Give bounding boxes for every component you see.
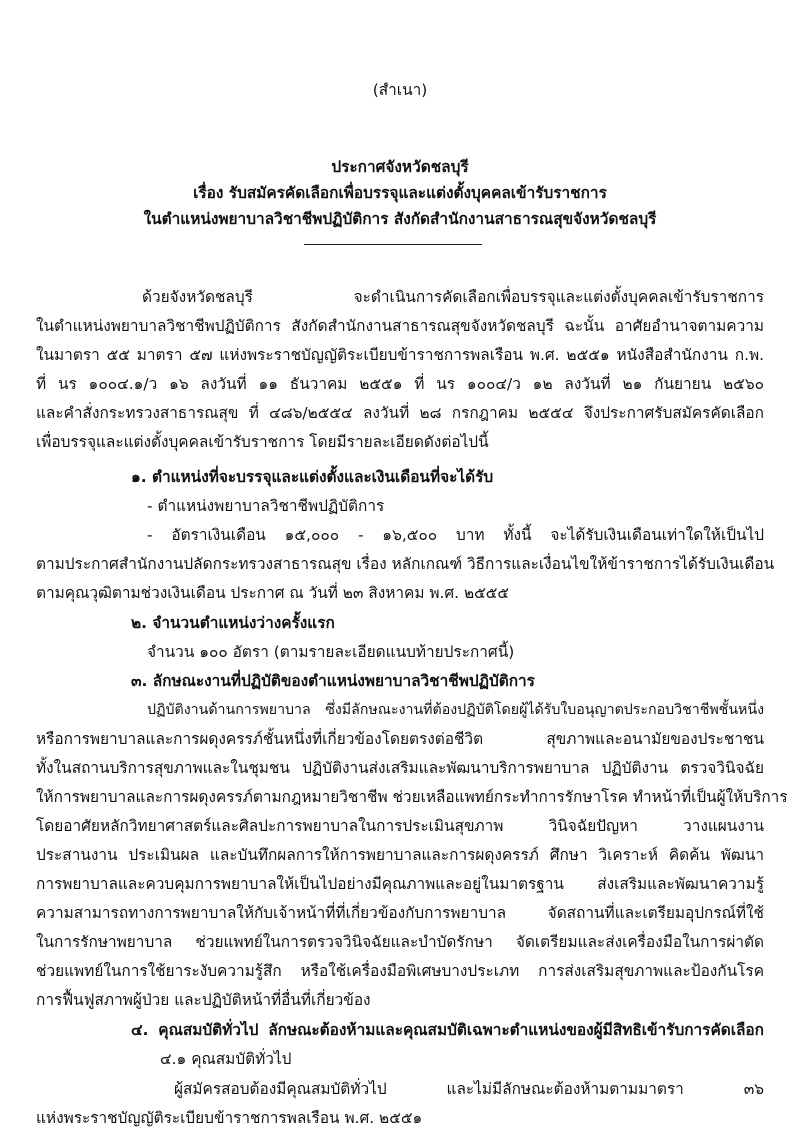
section-3-body-line: การฟื้นฟูสภาพผู้ป่วย และปฏิบัติหน้าที่อื่นที่เกี่ยวข้อง [36,991,371,1009]
announcement-title: ประกาศจังหวัดชลบุรี [331,158,469,176]
section-3-heading: ๓. ลักษณะงานที่ปฏิบัติของตำแหน่งพยาบาลวิชาชีพปฏิบัติการ [131,672,535,690]
intro-line: เพื่อบรรจุและแต่งตั้งบุคคลเข้ารับราชการ โดยมีรายละเอียดดังต่อไปนี้ [36,433,489,451]
announcement-position-line: ในตำแหน่งพยาบาลวิชาชีพปฏิบัติการ สังกัดสำนักงานสาธารณสุขจังหวัดชลบุรี [143,210,657,228]
section-3-body-line: ทั้งในสถานบริการสุขภาพและในชุมชน ปฏิบัติงานส่งเสริมและพัฒนาบริการพยาบาล ปฏิบัติงาน ตรวจวินิจฉัย [36,759,764,777]
section-1-item: ตามคุณวุฒิตามช่วงเงินเดือน ประกาศ ณ วันที่ ๒๓ สิงหาคม พ.ศ. ๒๕๕๕ [36,584,510,602]
section-3-body-line: ในการรักษาพยาบาล ช่วยแพทย์ในการตรวจวินิจฉัยและบำบัดรักษา จัดเตรียมและส่งเครื่องมือในการผ่าตัด [36,933,764,951]
section-3-body-line: ประสานงาน ประเมินผล และบันทึกผลการให้การพยาบาลและการผดุงครรภ์ ศึกษา วิเคราะห์ คิดค้น พัฒนา [36,846,764,864]
section-4-1-body-line: ผู้สมัครสอบต้องมีคุณสมบัติทั่วไป และไม่มีลักษณะต้องห้ามตามมาตรา ๓๖ [174,1080,764,1098]
section-3-body-line: ช่วยแพทย์ในการใช้ยาระงับความรู้สึก หรือใช้เครื่องมือพิเศษบางประเภท การส่งเสริมสุขภาพและป้องกันโรค [36,962,764,980]
intro-line: ในมาตรา ๕๕ มาตรา ๕๗ แห่งพระราชบัญญัติระเบียบข้าราชการพลเรือน พ.ศ. ๒๕๕๑ หนังสือสำนักงาน ก.พ. [36,346,764,364]
copy-mark: (สำเนา) [372,81,428,99]
section-4-heading: ๔. คุณสมบัติทั่วไป ลักษณะต้องห้ามและคุณสมบัติเฉพาะตำแหน่งของผู้มีสิทธิเข้ารับการคัดเลือก [131,1021,764,1039]
intro-line: ด้วยจังหวัดชลบุรี จะดำเนินการคัดเลือกเพื่อบรรจุและแต่งตั้งบุคคลเข้ารับราชการ [142,288,764,306]
section-3-body-line: ให้การพยาบาลและการผดุงครรภ์ตามกฎหมายวิชาชีพ ช่วยเหลือแพทย์กระทำการรักษาโรค ทำหน้าที่เป็นผู้ให้บริการ [36,788,788,806]
section-1-item: - ตำแหน่งพยาบาลวิชาชีพปฏิบัติการ [147,497,385,515]
section-3-body-line: ปฏิบัติงานด้านการพยาบาล ซึ่งมีลักษณะงานที่ต้องปฏิบัติโดยผู้ได้รับใบอนุญาตประกอบวิชาชีพชั้นหนึ่ง [147,702,764,718]
section-3-body-line: ความสามารถทางการพยาบาลให้กับเจ้าหน้าที่ที่เกี่ยวข้องกับการพยาบาล จัดสถานที่และเตรียมอุปกรณ์ที่ใช้ [36,904,764,922]
section-3-body-line: การพยาบาลและควบคุมการพยาบาลให้เป็นไปอย่างมีคุณภาพและอยู่ในมาตรฐาน ส่งเสริมและพัฒนาความรู้ [36,875,764,893]
intro-line: ที่ นร ๑๐๐๔.๑/ว ๑๖ ลงวันที่ ๑๑ ธันวาคม ๒๕๕๑ ที่ นร ๑๐๐๔/ว ๑๒ ลงวันที่ ๒๑ กันยายน ๒๕๖๐ [36,375,764,393]
section-2-body: จำนวน ๑๐๐ อัตรา (ตามรายละเอียดแนบท้ายประกาศนี้) [147,643,515,661]
section-3-body-line: หรือการพยาบาลและการผดุงครรภ์ชั้นหนึ่งที่เกี่ยวข้องโดยตรงต่อชีวิต สุขภาพและอนามัยของประชาชน [36,730,764,748]
section-2-heading: ๒. จำนวนตำแหน่งว่างครั้งแรก [131,614,335,632]
intro-line: และคำสั่งกระทรวงสาธารณสุข ที่ ๔๘๖/๒๕๕๔ ลงวันที่ ๒๘ กรกฎาคม ๒๕๕๔ จึงประกาศรับสมัครคัดเลือก [36,404,764,422]
announcement-subject: เรื่อง รับสมัครคัดเลือกเพื่อบรรจุและแต่งตั้งบุคคลเข้ารับราชการ [193,184,607,202]
section-3-body-line: โดยอาศัยหลักวิทยาศาสตร์และศิลปะการพยาบาลในการประเมินสุขภาพ วินิจฉัยปัญหา วางแผนงาน [36,817,764,835]
section-4-1-heading: ๔.๑ คุณสมบัติทั่วไป [160,1050,292,1068]
header-divider [304,244,482,245]
section-1-item: ตามประกาศสำนักงานปลัดกระทรวงสาธารณสุข เรื่อง หลักเกณฑ์ วิธีการและเงื่อนไขให้ข้าราชการได้รับเงินเดือน [36,555,775,573]
intro-line: ในตำแหน่งพยาบาลวิชาชีพปฏิบัติการ สังกัดสำนักงานสาธารณสุขจังหวัดชลบุรี ฉะนั้น อาศัยอำนาจตามความ [36,317,764,335]
section-4-1-body-line: แห่งพระราชบัญญัติระเบียบข้าราชการพลเรือน พ.ศ. ๒๕๕๑ [36,1109,423,1127]
section-1-item: - อัตราเงินเดือน ๑๕,๐๐๐ - ๑๖,๕๐๐ บาท ทั้งนี้ จะได้รับเงินเดือนเท่าใดให้เป็นไป [147,526,764,544]
section-1-heading: ๑. ตำแหน่งที่จะบรรจุและแต่งตั้งและเงินเดือนที่จะได้รับ [131,468,494,486]
